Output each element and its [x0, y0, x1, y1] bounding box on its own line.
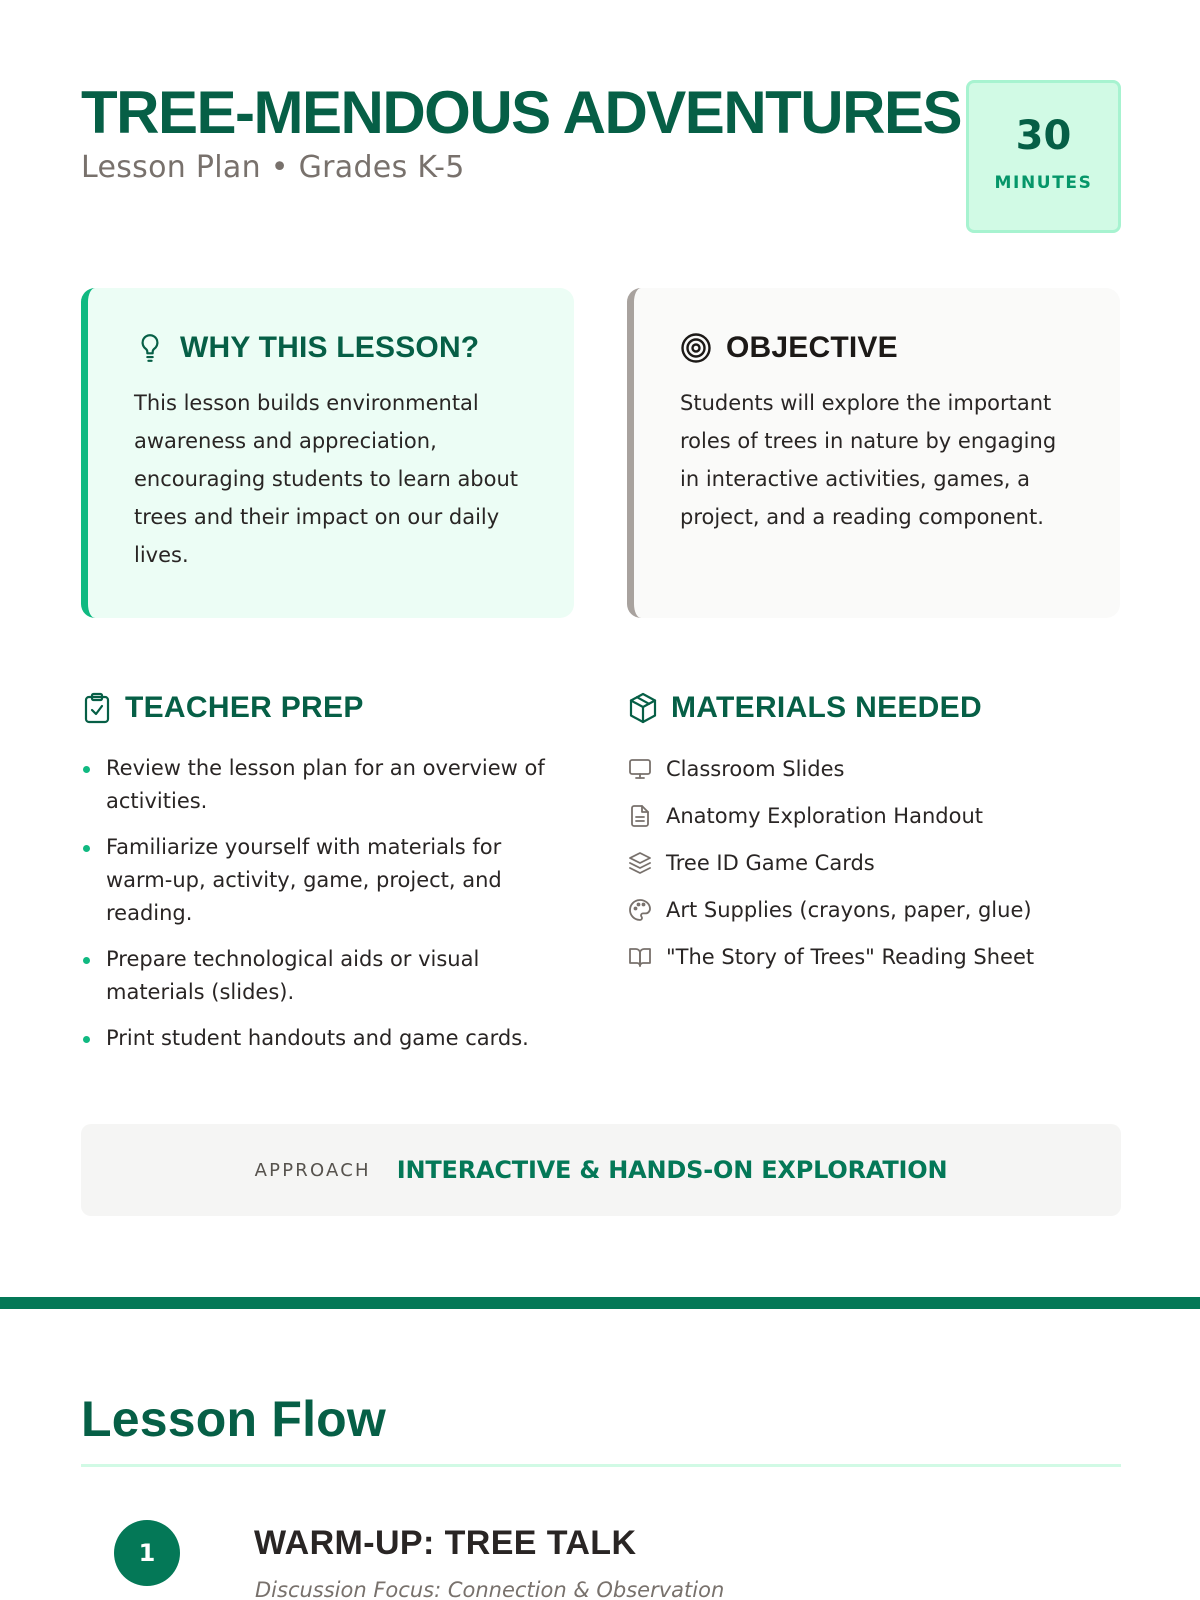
list-item-text: Print student handouts and game cards.	[106, 1026, 529, 1050]
bullet-dot	[83, 957, 90, 964]
list-item	[81, 752, 551, 818]
list-item	[627, 752, 1121, 785]
approach-label: APPROACH	[254, 1159, 371, 1181]
clipboard-check-icon	[81, 692, 113, 724]
list-item-text: Review the lesson plan for an overview of activities.	[106, 756, 545, 813]
approach-banner	[81, 1124, 1121, 1216]
duration-badge	[966, 80, 1121, 233]
page-header	[81, 80, 1121, 235]
list-item-text: Familiarize yourself with materials for warm-up, activity, game, project, and reading.	[106, 835, 502, 925]
objective-card	[627, 288, 1120, 618]
target-icon	[680, 332, 712, 364]
list-item-text: Anatomy Exploration Handout	[666, 803, 983, 828]
page-subtitle: Lesson Plan • Grades K-5	[81, 150, 465, 185]
list-item-text: Tree ID Game Cards	[666, 850, 875, 875]
bullet-dot	[83, 1036, 90, 1043]
presentation-icon	[627, 756, 653, 782]
bullet-dot	[83, 766, 90, 773]
list-item	[81, 831, 551, 930]
book-open-icon	[627, 944, 653, 970]
why-text: This lesson builds environmental awareness and appreciation, encouraging students to learn about trees and their impact on our daily lives.	[134, 391, 519, 567]
teacher-prep-section	[81, 688, 551, 1068]
list-item	[627, 799, 1121, 832]
step-focus: Discussion Focus: Connection & Observation	[255, 1578, 725, 1600]
layers-icon	[627, 850, 653, 876]
page-title: TREE-MENDOUS ADVENTURES	[81, 79, 962, 146]
objective-title: OBJECTIVE	[726, 331, 898, 364]
bullet-dot	[83, 845, 90, 852]
teacher-prep-title: TEACHER PREP	[125, 691, 364, 724]
list-item-text: Art Supplies (crayons, paper, glue)	[666, 897, 1032, 922]
document-icon	[627, 803, 653, 829]
materials-list	[627, 752, 1121, 973]
materials-section	[627, 688, 1121, 987]
materials-title: MATERIALS NEEDED	[671, 691, 982, 724]
list-item-text: "The Story of Trees" Reading Sheet	[666, 944, 1035, 969]
lesson-flow-rule	[81, 1464, 1121, 1467]
duration-value: 30	[1015, 113, 1072, 159]
why-title: WHY THIS LESSON?	[180, 331, 480, 364]
package-icon	[627, 692, 659, 724]
teacher-prep-list	[81, 752, 551, 1055]
list-item	[627, 940, 1121, 973]
approach-value: INTERACTIVE & HANDS-ON EXPLORATION	[396, 1156, 948, 1184]
lesson-flow-title: Lesson Flow	[81, 1391, 387, 1447]
list-item	[627, 846, 1121, 879]
lightbulb-icon	[134, 332, 166, 364]
list-item-text: Classroom Slides	[666, 756, 845, 781]
list-item	[627, 893, 1121, 926]
section-divider	[0, 1297, 1200, 1309]
objective-text: Students will explore the important roles of trees in nature by engaging in interactive activities, games, a project, and a reading component.	[680, 391, 1057, 529]
list-item	[81, 1022, 551, 1055]
step-title: WARM-UP: TREE TALK	[254, 1524, 637, 1562]
palette-icon	[627, 897, 653, 923]
duration-unit: MINUTES	[994, 173, 1093, 193]
step-number-badge: 1	[114, 1520, 180, 1586]
list-item-text: Prepare technological aids or visual materials (slides).	[106, 947, 480, 1004]
why-this-lesson-card	[81, 288, 574, 618]
list-item	[81, 943, 551, 1009]
